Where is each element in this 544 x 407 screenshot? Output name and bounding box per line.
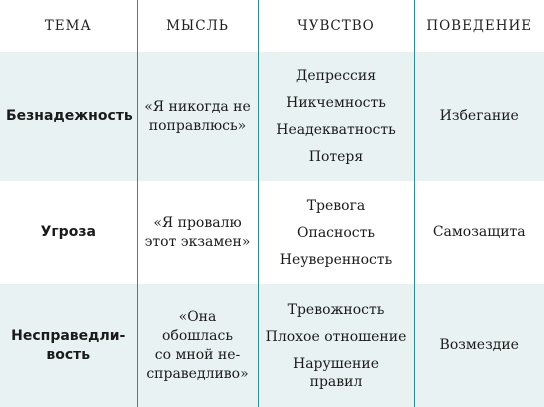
thought-line: обошлась [161,327,233,344]
feeling-item: Потеря [308,149,364,165]
feeling-cell [258,52,414,181]
table-row [0,284,544,407]
theme-cell [0,284,137,407]
feeling-item: Тревога [306,197,366,214]
thought-line: «Я провалю [153,214,242,231]
header-theme: ТЕМА [0,0,137,52]
thought-line: со мной не- [154,346,241,363]
table-row [0,52,544,181]
behavior-cell: Избегание [414,52,544,181]
theme-text: Несправедли- [11,327,126,344]
header-behavior: ПОВЕДЕНИЕ [414,0,544,52]
feeling-item: Никчемность [286,95,386,111]
feeling-item: Неадекватность [276,122,396,138]
feeling-cell [258,284,414,407]
feeling-item: Тревожность [287,301,385,318]
header-thought: МЫСЛЬ [137,0,258,52]
thought-line: «Она [178,308,217,325]
thought-line: «Я никогда не [144,98,251,115]
header-feeling: ЧУВСТВО [258,0,414,52]
feeling-cell [258,181,414,284]
thought-cell [137,52,258,181]
feeling-item: Нарушение правил [292,355,379,390]
thought-line: этот экзамен» [144,233,251,250]
feeling-item: Опасность [297,224,375,241]
thought-cell [137,284,258,407]
table-row [0,181,544,284]
behavior-cell: Возмездие [414,284,544,407]
thought-line: поправлюсь» [148,117,247,134]
behavior-cell: Самозащита [414,181,544,284]
feeling-item: Неуверенность [279,251,393,268]
theme-text: Угроза [40,224,96,240]
theme-cell [0,181,137,284]
header-row [0,0,544,52]
theme-text: Безнадежность [6,108,133,124]
theme-text: вость [46,346,91,363]
thought-line: справедливо» [146,365,249,382]
thought-cell [137,181,258,284]
theme-cell [0,52,137,181]
feeling-item: Депрессия [295,68,377,84]
feeling-item: Плохое отношение [265,328,407,345]
